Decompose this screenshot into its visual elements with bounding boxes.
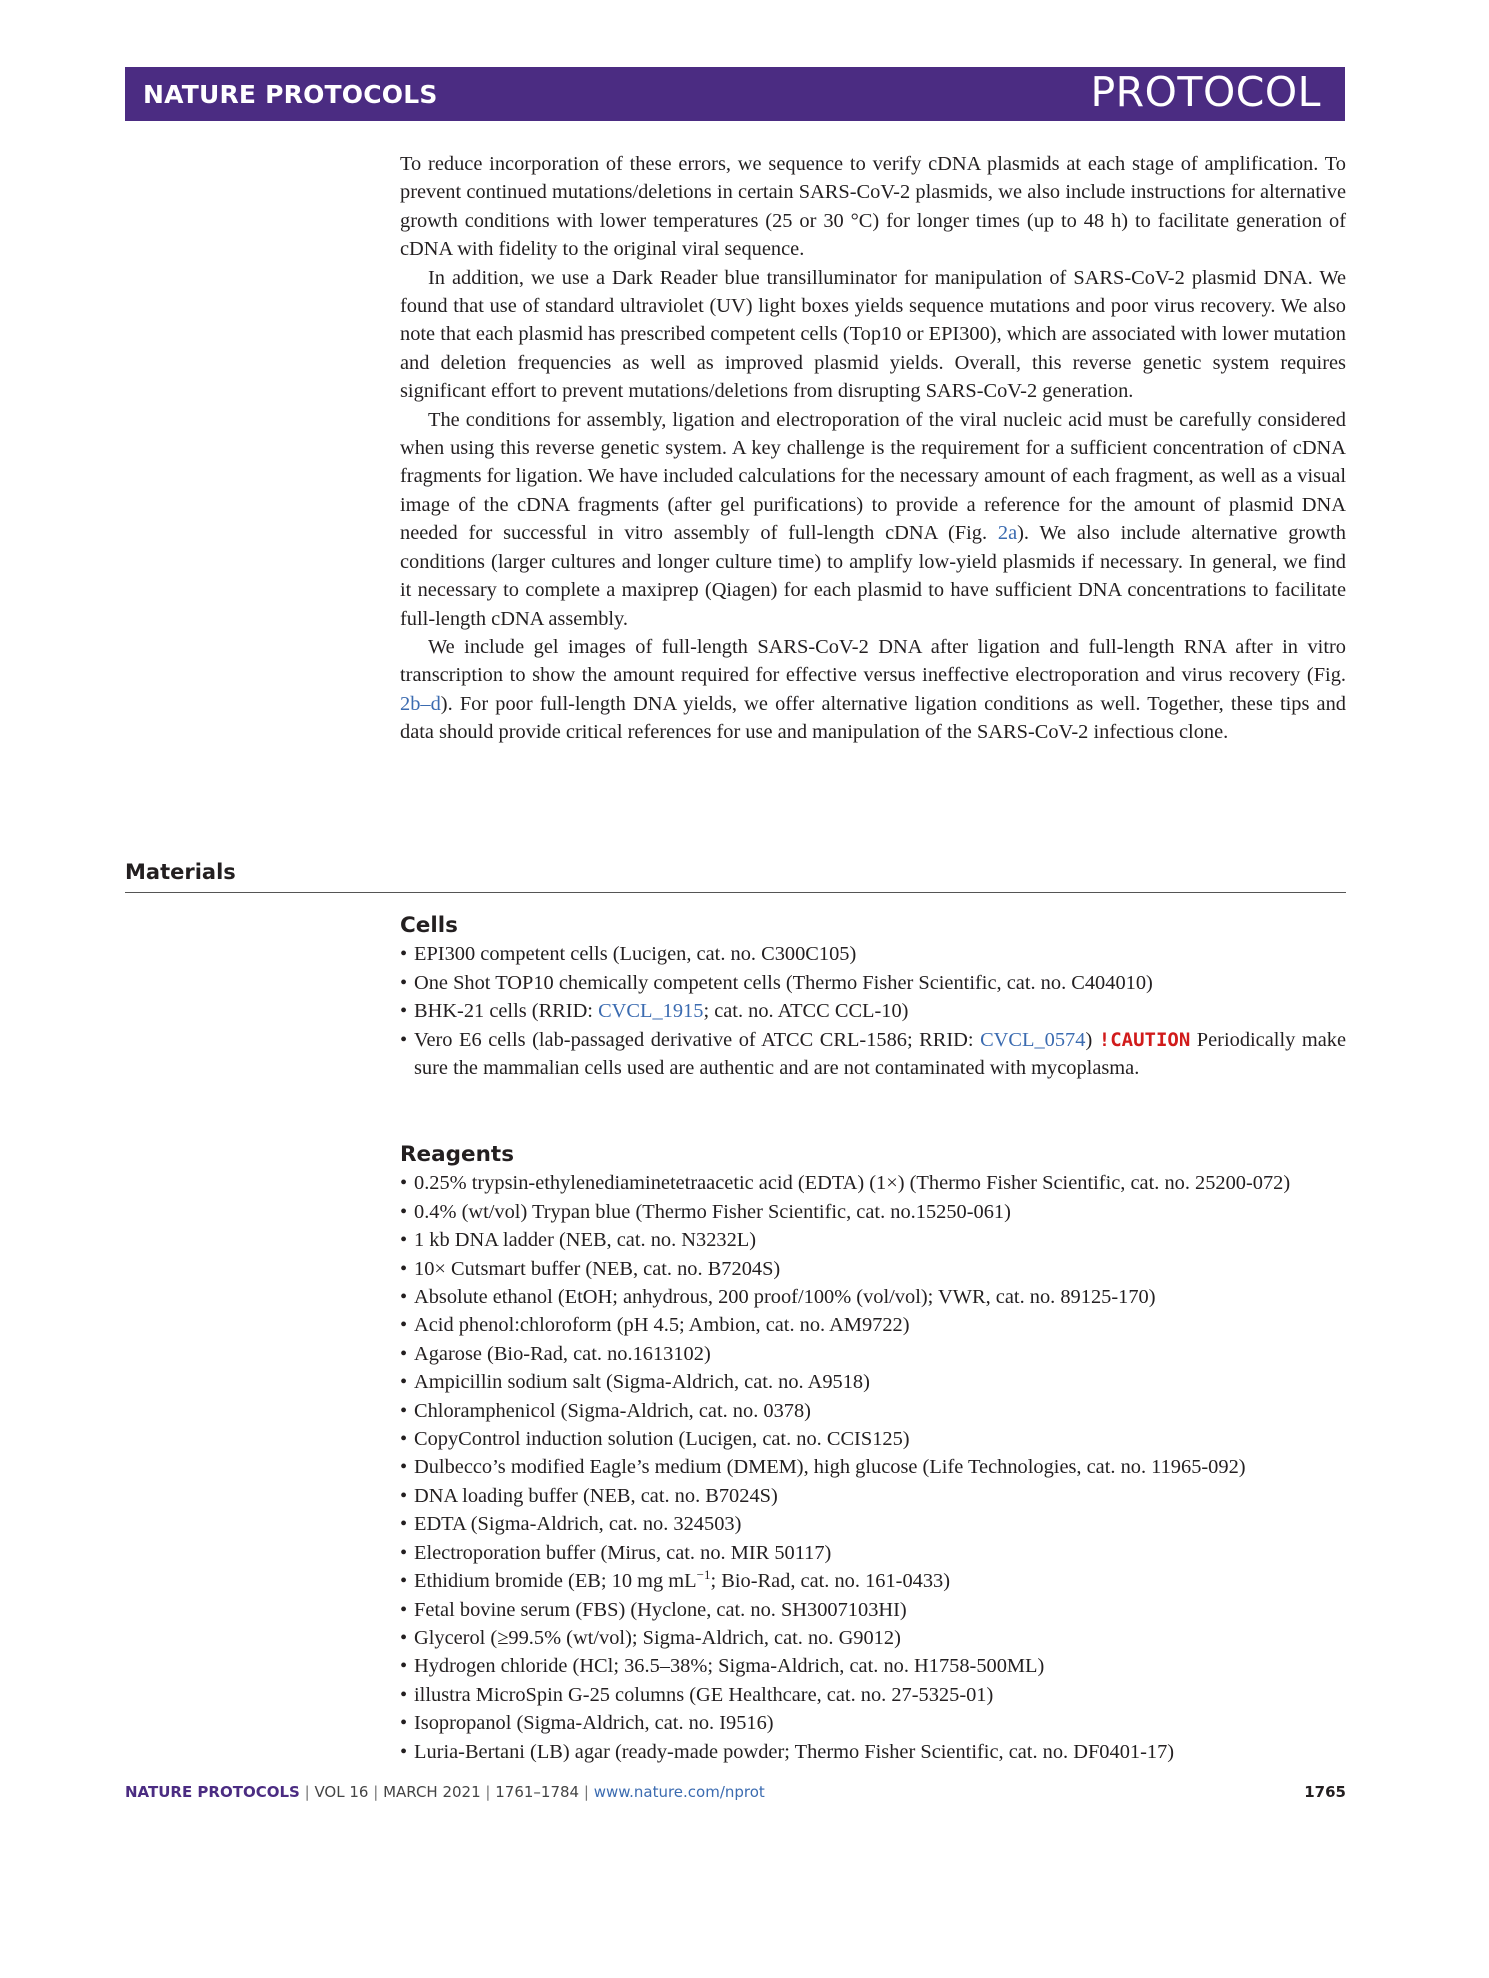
- cells-list: [400, 940, 1346, 1082]
- materials-section-title: Materials: [125, 860, 236, 884]
- reagents-list: [400, 1169, 1346, 1766]
- cells-heading: Cells: [400, 913, 458, 938]
- footer-volume: VOL 16: [314, 1783, 369, 1801]
- list-item: • Hydrogen chloride (HCl; 36.5–38%; Sigma-Aldrich, cat. no. H1758-500ML): [400, 1652, 1346, 1680]
- intro-paragraph-3: The conditions for assembly, ligation and electroporation of the viral nucleic acid must be carefully considered when using this reverse genetic system. A key challenge is the requirement for a sufficient concentration of cDNA fragments for ligation. We have included calculations for the necessary amount of each fragment, as well as a visual image of the cDNA fragments (after gel purifications) to provide a reference for the amount of plasmid DNA needed for successful in vitro assembly of full-length cDNA (Fig. 2a). We also include alternative growth conditions (larger cultures and longer culture time) to amplify low-yield plasmids if necessary. In general, we find it necessary to complete a maxiprep (Qiagen) for each plasmid to have sufficient DNA concentrations to facilitate full-length cDNA assembly.: [400, 408, 1346, 630]
- figure-link-2b-d[interactable]: 2b–d: [400, 692, 441, 715]
- cells-block: [400, 912, 1346, 1082]
- list-item: • illustra MicroSpin G-25 columns (GE Healthcare, cat. no. 27-5325-01): [400, 1681, 1346, 1709]
- journal-name: NATURE PROTOCOLS: [143, 80, 438, 109]
- list-item: • 1 kb DNA ladder (NEB, cat. no. N3232L): [400, 1226, 1346, 1254]
- list-item: • Acid phenol:chloroform (pH 4.5; Ambion, cat. no. AM9722): [400, 1311, 1346, 1339]
- list-item: • 0.25% trypsin-ethylenediaminetetraacetic acid (EDTA) (1×) (Thermo Fisher Scientific, cat. no. 25200-072): [400, 1169, 1346, 1197]
- reagents-heading: Reagents: [400, 1142, 514, 1167]
- list-item: • Vero E6 cells (lab-passaged derivative of ATCC CRL-1586; RRID: CVCL_0574) !CAUTION Periodically make sure the mammalian cells used are authentic and are not contaminated with mycoplasma.: [400, 1026, 1346, 1083]
- list-item: • Ampicillin sodium salt (Sigma-Aldrich, cat. no. A9518): [400, 1368, 1346, 1396]
- reagents-block: [400, 1141, 1346, 1766]
- list-item: • Absolute ethanol (EtOH; anhydrous, 200 proof/100% (vol/vol); VWR, cat. no. 89125-170): [400, 1283, 1346, 1311]
- footer-url-link[interactable]: www.nature.com/nprot: [593, 1783, 765, 1801]
- page-footer: [125, 1783, 1346, 1807]
- footer-pages: 1761–1784: [495, 1783, 580, 1801]
- intro-paragraph-1: To reduce incorporation of these errors, we sequence to verify cDNA plasmids at each stage of amplification. To prevent continued mutations/deletions in certain SARS-CoV-2 plasmids, we also include instructions for alternative growth conditions with lower temperatures (25 or 30 °C) for longer times (up to 48 h) to facilitate generation of cDNA with fidelity to the original viral sequence.: [400, 153, 1346, 261]
- footer-journal: NATURE PROTOCOLS: [125, 1783, 300, 1801]
- intro-paragraph-2: In addition, we use a Dark Reader blue transilluminator for manipulation of SARS-CoV-2 plasmid DNA. We found that use of standard ultraviolet (UV) light boxes yields sequence mutations and poor virus recovery. We also note that each plasmid has prescribed competent cells (Top10 or EPI300), which are associated with lower mutation and deletion frequencies as well as improved plasmid yields. Overall, this reverse genetic system requires significant effort to prevent mutations/deletions from disrupting SARS-CoV-2 generation.: [400, 266, 1346, 403]
- list-item: • Fetal bovine serum (FBS) (Hyclone, cat. no. SH3007103HI): [400, 1596, 1346, 1624]
- list-item: • Isopropanol (Sigma-Aldrich, cat. no. I9516): [400, 1709, 1346, 1737]
- list-item: • EPI300 competent cells (Lucigen, cat. no. C300C105): [400, 940, 1346, 968]
- rrid-link-cvcl-1915[interactable]: CVCL_1915: [598, 1000, 704, 1023]
- article-type-label: PROTOCOL: [1090, 68, 1321, 116]
- list-item: • EDTA (Sigma-Aldrich, cat. no. 324503): [400, 1510, 1346, 1538]
- list-item: • DNA loading buffer (NEB, cat. no. B7024S): [400, 1482, 1346, 1510]
- page-number: 1765: [1304, 1783, 1346, 1801]
- footer-citation: NATURE PROTOCOLS | VOL 16 | MARCH 2021 | 1761–1784 | www.nature.com/nprot: [125, 1783, 765, 1801]
- list-item: • 10× Cutsmart buffer (NEB, cat. no. B7204S): [400, 1255, 1346, 1283]
- list-item: • Ethidium bromide (EB; 10 mg $mL^{-1}$; Bio-Rad, cat. no. 161-0433): [400, 1567, 1346, 1595]
- list-item: • CopyControl induction solution (Lucigen, cat. no. CCIS125): [400, 1425, 1346, 1453]
- footer-date: MARCH 2021: [383, 1783, 481, 1801]
- list-item: • BHK-21 cells (RRID: CVCL_1915; cat. no. ATCC CCL-10): [400, 997, 1346, 1025]
- intro-text: [400, 150, 1346, 747]
- intro-paragraph-4: We include gel images of full-length SARS-CoV-2 DNA after ligation and full-length RNA after in vitro transcription to show the amount required for effective versus ineffective electroporation and virus recovery (Fig. 2b–d). For poor full-length DNA yields, we offer alternative ligation conditions as well. Together, these tips and data should provide critical references for use and manipulation of the SARS-CoV-2 infectious clone.: [400, 635, 1346, 744]
- list-item: • Luria-Bertani (LB) agar (ready-made powder; Thermo Fisher Scientific, cat. no. DF0401-17): [400, 1738, 1346, 1766]
- list-item: • Chloramphenicol (Sigma-Aldrich, cat. no. 0378): [400, 1397, 1346, 1425]
- rrid-link-cvcl-0574[interactable]: CVCL_0574: [980, 1028, 1086, 1051]
- list-item: • Dulbecco’s modified Eagle’s medium (DMEM), high glucose (Life Technologies, cat. no. 11965-092): [400, 1453, 1346, 1481]
- section-divider: [125, 892, 1346, 893]
- list-item: • Glycerol (≥99.5% (wt/vol); Sigma-Aldrich, cat. no. G9012): [400, 1624, 1346, 1652]
- figure-link-2a[interactable]: 2a: [997, 522, 1018, 545]
- list-item: • One Shot TOP10 chemically competent cells (Thermo Fisher Scientific, cat. no. C404010): [400, 969, 1346, 997]
- caution-label: !CAUTION: [1098, 1028, 1191, 1051]
- list-item: • Agarose (Bio-Rad, cat. no.1613102): [400, 1340, 1346, 1368]
- journal-header-bar: [125, 67, 1345, 121]
- list-item: • Electroporation buffer (Mirus, cat. no. MIR 50117): [400, 1539, 1346, 1567]
- list-item: • 0.4% (wt/vol) Trypan blue (Thermo Fisher Scientific, cat. no.15250-061): [400, 1198, 1346, 1226]
